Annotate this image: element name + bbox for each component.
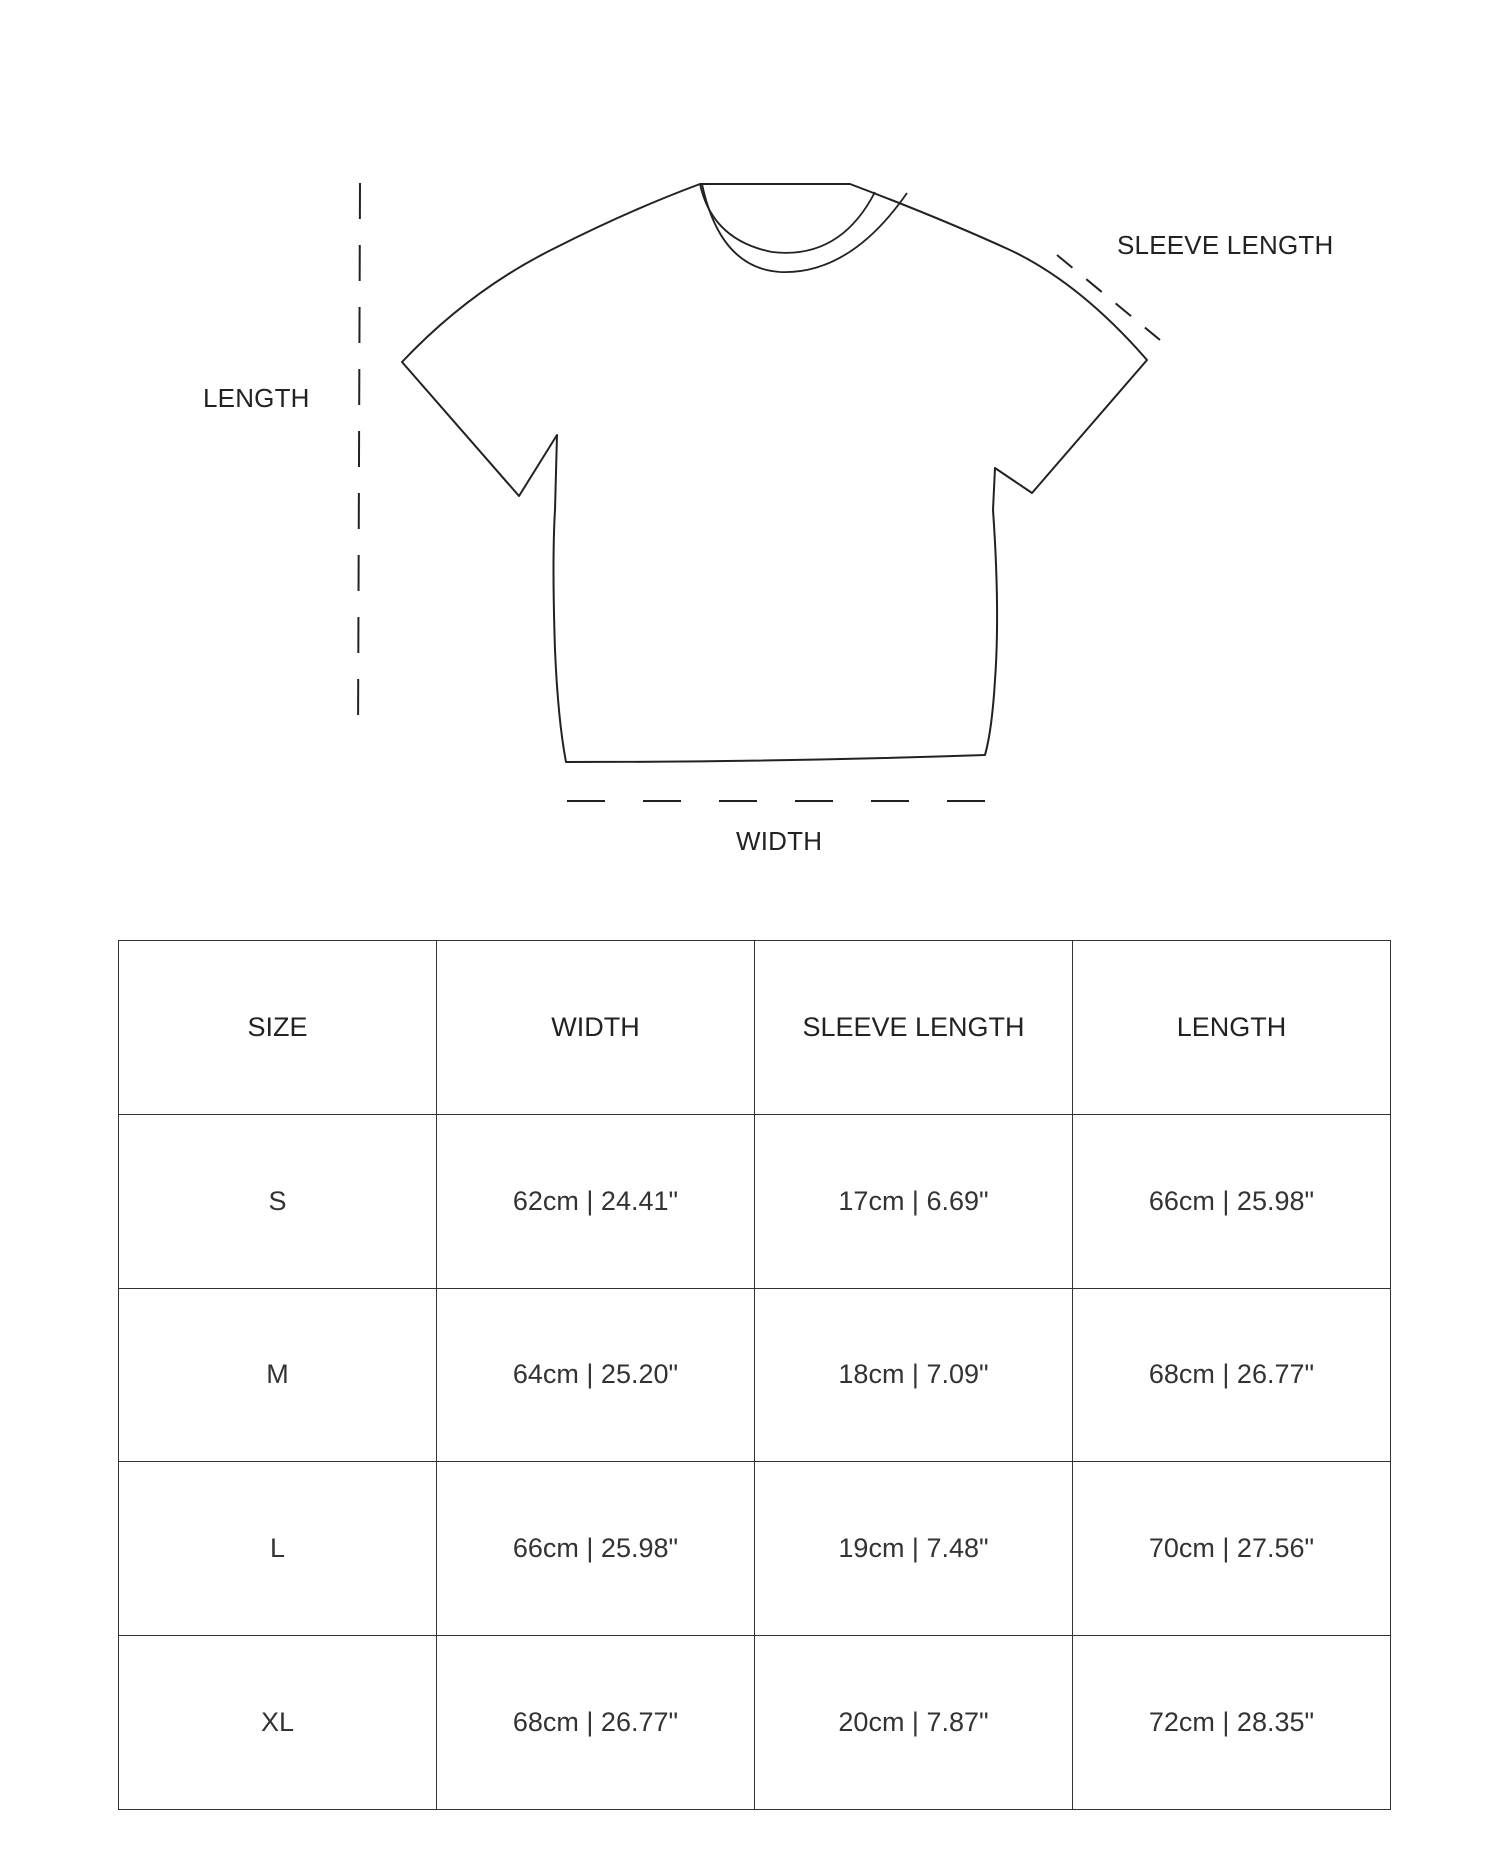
table-row [119,1114,1391,1288]
width-label: WIDTH [736,826,823,856]
size-cell: M [119,1288,437,1462]
collar-inner [702,184,907,272]
length-dash-line [358,183,360,740]
tshirt-drawing [0,0,1500,880]
size-cell: L [119,1462,437,1636]
width-cell: 68cm | 26.77" [437,1636,755,1810]
sleeve-length-cell: 19cm | 7.48" [755,1462,1073,1636]
length-cell: 72cm | 28.35" [1073,1636,1391,1810]
size-cell: S [119,1114,437,1288]
length-cell: 70cm | 27.56" [1073,1462,1391,1636]
sleeve-length-cell: 20cm | 7.87" [755,1636,1073,1810]
length-label: LENGTH [203,383,310,413]
sleeve-length-cell: 17cm | 6.69" [755,1114,1073,1288]
sleeve-dash-line [1057,255,1160,340]
width-cell: 66cm | 25.98" [437,1462,755,1636]
table-row [119,1288,1391,1462]
size-cell: XL [119,1636,437,1810]
sleeve-length-cell: 18cm | 7.09" [755,1288,1073,1462]
header-size: SIZE [119,941,437,1115]
tshirt-diagram [0,0,1500,880]
table-header-row [119,941,1391,1115]
table-row [119,1636,1391,1810]
header-width: WIDTH [437,941,755,1115]
header-sleeve-length: SLEEVE LENGTH [755,941,1073,1115]
width-cell: 62cm | 24.41" [437,1114,755,1288]
size-chart-table [118,940,1391,1810]
length-cell: 66cm | 25.98" [1073,1114,1391,1288]
sleeve-length-label: SLEEVE LENGTH [1117,230,1334,260]
length-cell: 68cm | 26.77" [1073,1288,1391,1462]
table-row [119,1462,1391,1636]
header-length: LENGTH [1073,941,1391,1115]
width-cell: 64cm | 25.20" [437,1288,755,1462]
